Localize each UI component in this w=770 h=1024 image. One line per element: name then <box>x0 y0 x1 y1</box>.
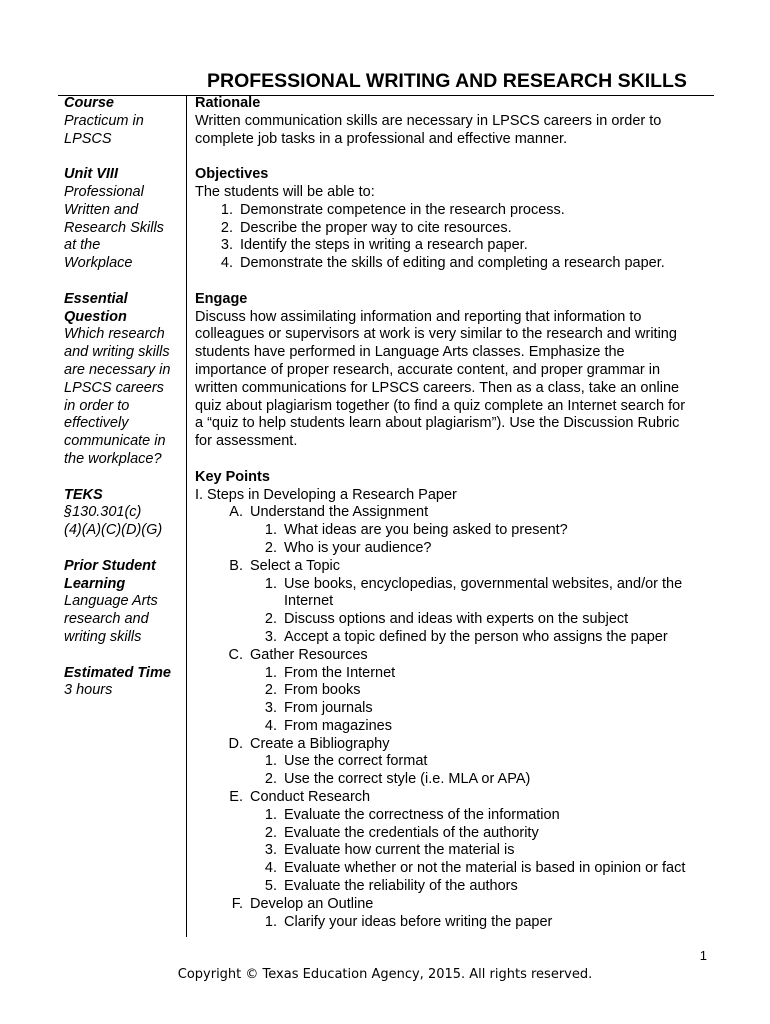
key-point-text: Evaluate how current the material is <box>284 842 515 859</box>
objectives-section <box>195 166 715 273</box>
estimated-time-value: 3 hours <box>64 682 113 699</box>
essential-question-heading: Question <box>64 308 127 325</box>
key-point-text: Discuss options and ideas with experts on the subject <box>284 611 629 628</box>
course-text-line: Practicum in <box>64 112 144 129</box>
essential-question-line: in order to <box>64 397 130 414</box>
essential-question-block <box>64 291 184 469</box>
key-point-number: 2. <box>264 771 277 788</box>
key-point-text: Evaluate whether or not the material is based in opinion or fact <box>284 860 686 877</box>
unit-text-line: Research Skills <box>64 219 164 236</box>
key-point-line <box>195 540 715 558</box>
key-point-text: Use the correct format <box>284 753 428 770</box>
key-point-number: 3. <box>264 842 277 859</box>
key-point-number: D. <box>228 735 243 752</box>
objective-text: Demonstrate competence in the research process. <box>240 201 565 218</box>
key-point-line <box>195 789 715 807</box>
key-point-line <box>195 682 715 700</box>
prior-learning-block <box>64 558 184 647</box>
course-heading: Course <box>64 95 114 111</box>
page-number: 1 <box>699 948 707 963</box>
engage-line: colleagues or supervisors at work is very similar to the research and writing <box>195 326 677 343</box>
key-point-line <box>195 647 715 665</box>
teks-line: §130.301(c) <box>64 504 142 521</box>
key-point-line <box>195 558 715 576</box>
key-point-text: Evaluate the correctness of the information <box>284 806 560 823</box>
key-point-text: From books <box>284 682 361 699</box>
key-point-number: C. <box>228 646 243 663</box>
key-point-number: F. <box>231 895 243 912</box>
engage-line: importance of proper research, accurate content, and proper grammar in <box>195 361 661 378</box>
engage-line: for assessment. <box>195 433 298 450</box>
key-points-list <box>195 487 715 932</box>
key-point-number: B. <box>229 557 243 574</box>
key-point-line <box>195 487 715 505</box>
engage-line: Discuss how assimilating information and reporting that information to <box>195 308 642 325</box>
key-point-line <box>195 700 715 718</box>
key-point-line <box>195 842 715 860</box>
objectives-heading: Objectives <box>195 166 269 183</box>
key-point-number: 1. <box>264 575 277 592</box>
engage-line: a “quiz to help students learn about plagiarism”). Use the Discussion Rubric <box>195 415 680 432</box>
key-point-number: E. <box>229 789 243 806</box>
engage-line: quiz about plagiarism together (to find a quiz complete an Internet search for <box>195 397 686 414</box>
rationale-line: Written communication skills are necessary in LPSCS careers in order to <box>195 112 662 129</box>
key-point-number: 1. <box>264 522 277 539</box>
unit-heading: Unit VIII <box>64 166 118 183</box>
rationale-line: complete job tasks in a professional and effective manner. <box>195 130 568 147</box>
key-point-text: From journals <box>284 700 373 717</box>
objective-item <box>195 220 715 238</box>
key-point-line <box>195 665 715 683</box>
objective-number: 1. <box>220 201 233 218</box>
key-point-number: 2. <box>264 611 277 628</box>
copyright-footer: Copyright © Texas Education Agency, 2015. All rights reserved. <box>177 967 593 982</box>
essential-question-heading: Essential <box>64 290 128 307</box>
key-point-number: 1. <box>264 664 277 681</box>
key-point-number: I. <box>195 486 204 503</box>
page-title: PROFESSIONAL WRITING AND RESEARCH SKILLS <box>207 70 687 92</box>
key-point-text: Accept a topic defined by the person who assigns the paper <box>284 628 668 645</box>
key-point-line <box>195 718 715 736</box>
rationale-heading: Rationale <box>195 95 261 111</box>
objectives-list <box>195 202 715 273</box>
key-point-line <box>195 896 715 914</box>
key-point-line <box>195 522 715 540</box>
prior-learning-heading: Learning <box>64 575 126 592</box>
prior-learning-line: writing skills <box>64 628 142 645</box>
key-point-text: Understand the Assignment <box>250 504 429 521</box>
objective-number: 3. <box>220 237 233 254</box>
key-point-line <box>195 878 715 896</box>
unit-text-line: Professional <box>64 183 144 200</box>
key-point-number: A. <box>229 504 243 521</box>
prior-learning-heading: Prior Student <box>64 557 156 574</box>
key-point-line <box>195 807 715 825</box>
key-point-text: Steps in Developing a Research Paper <box>207 486 457 503</box>
unit-block <box>64 166 184 273</box>
key-points-section <box>195 469 715 932</box>
unit-text-line: at the <box>64 237 101 254</box>
key-point-number <box>262 593 284 611</box>
key-point-text: Gather Resources <box>250 646 368 663</box>
engage-line: students have performed in Language Arts classes. Emphasize the <box>195 344 625 361</box>
key-point-line <box>195 914 715 932</box>
key-point-line <box>195 825 715 843</box>
objective-text: Describe the proper way to cite resources. <box>240 219 512 236</box>
unit-text-line: Workplace <box>64 255 133 272</box>
key-point-number: 1. <box>264 913 277 930</box>
key-point-number: 3. <box>264 700 277 717</box>
key-point-number: 2. <box>264 682 277 699</box>
essential-question-line: and writing skills <box>64 344 170 361</box>
key-point-number: 1. <box>264 753 277 770</box>
key-point-line <box>195 629 715 647</box>
engage-line: written communications for LPSCS careers. Then as a class, take an online <box>195 379 680 396</box>
key-point-text: Evaluate the reliability of the authors <box>284 878 518 895</box>
course-text-line: LPSCS <box>64 130 112 147</box>
objective-number: 2. <box>220 219 233 236</box>
key-point-number: 2. <box>264 539 277 556</box>
key-point-text: Who is your audience? <box>284 539 432 556</box>
key-point-text: From magazines <box>284 717 392 734</box>
engage-heading: Engage <box>195 290 248 307</box>
sidebar <box>64 95 184 718</box>
objective-text: Demonstrate the skills of editing and completing a research paper. <box>240 255 665 272</box>
objective-item <box>195 202 715 220</box>
key-point-number: 2. <box>264 824 277 841</box>
key-point-line <box>195 736 715 754</box>
key-point-text: Develop an Outline <box>250 895 374 912</box>
teks-block <box>64 487 184 540</box>
key-point-line <box>195 860 715 878</box>
objective-text: Identify the steps in writing a research paper. <box>240 237 528 254</box>
objective-number: 4. <box>220 255 233 272</box>
objectives-intro: The students will be able to: <box>195 183 375 200</box>
essential-question-line: are necessary in <box>64 361 171 378</box>
course-block <box>64 95 184 148</box>
key-point-text: Use the correct style (i.e. MLA or APA) <box>284 771 531 788</box>
key-point-number: 5. <box>264 878 277 895</box>
key-point-text: Conduct Research <box>250 789 371 806</box>
key-point-line <box>195 771 715 789</box>
essential-question-line: communicate in <box>64 433 166 450</box>
essential-question-line: LPSCS careers <box>64 379 164 396</box>
objective-item <box>195 237 715 255</box>
key-point-line <box>195 576 715 594</box>
key-point-line <box>195 753 715 771</box>
objective-item <box>195 255 715 273</box>
key-point-line <box>195 611 715 629</box>
essential-question-line: effectively <box>64 415 129 432</box>
essential-question-line: the workplace? <box>64 450 162 467</box>
estimated-time-block <box>64 665 184 701</box>
essential-question-line: Which research <box>64 326 165 343</box>
rationale-section <box>195 95 715 148</box>
key-points-heading: Key Points <box>195 468 270 485</box>
main-content <box>195 95 715 949</box>
estimated-time-heading: Estimated Time <box>64 664 171 681</box>
key-point-text: From the Internet <box>284 664 396 681</box>
prior-learning-line: research and <box>64 611 149 628</box>
key-point-number: 4. <box>264 717 277 734</box>
key-point-number: 3. <box>264 628 277 645</box>
key-point-text: Clarify your ideas before writing the paper <box>284 913 553 930</box>
teks-heading: TEKS <box>64 486 103 503</box>
key-point-text: Select a Topic <box>250 557 341 574</box>
key-point-text: What ideas are you being asked to present? <box>284 522 568 539</box>
key-point-text: Evaluate the credentials of the authority <box>284 824 539 841</box>
teks-line: (4)(A)(C)(D)(G) <box>64 522 163 539</box>
unit-text-line: Written and <box>64 201 139 218</box>
key-point-number: 1. <box>264 806 277 823</box>
prior-learning-line: Language Arts <box>64 593 158 610</box>
key-point-text: Create a Bibliography <box>250 735 390 752</box>
column-divider <box>186 95 187 937</box>
engage-section <box>195 291 715 451</box>
key-point-number: 4. <box>264 860 277 877</box>
key-point-text: Internet <box>284 593 334 610</box>
key-point-text: Use books, encyclopedias, governmental websites, and/or the <box>284 575 683 592</box>
key-point-line <box>195 504 715 522</box>
key-point-line <box>195 593 715 611</box>
